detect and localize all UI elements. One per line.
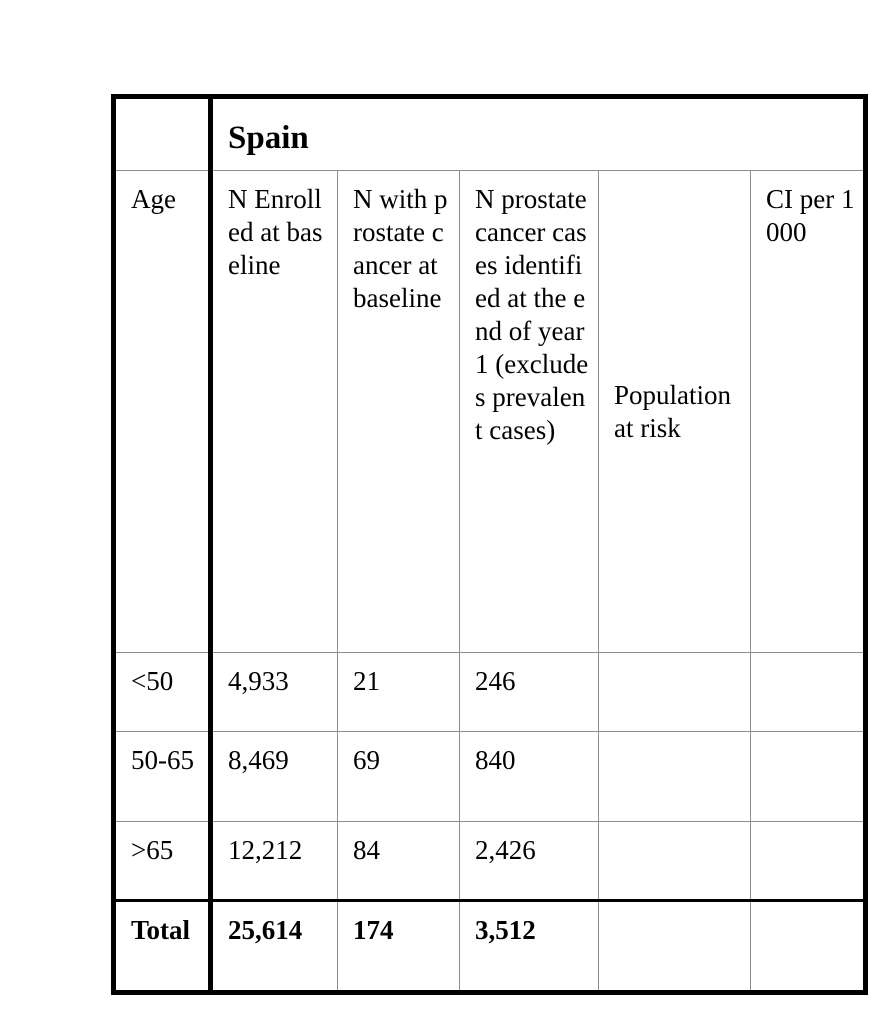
- prostate-cancer-table: [111, 94, 868, 995]
- header-age: Age: [114, 171, 211, 653]
- row-prostate-baseline: 84: [338, 822, 460, 901]
- table-row: [114, 822, 866, 901]
- header-cases-year1: N prostate cancer cases identified at the end of year 1 (excludes prevalent cases): [460, 171, 599, 653]
- total-enrolled: 25,614: [211, 901, 338, 993]
- row-age: <50: [114, 653, 211, 732]
- row-enrolled: 12,212: [211, 822, 338, 901]
- total-ci-per-1000: [751, 901, 866, 993]
- header-enrolled: N Enrolled at baseline: [211, 171, 338, 653]
- row-cases-year1: 840: [460, 732, 599, 822]
- row-ci-per-1000: [751, 822, 866, 901]
- header-population-at-risk: Population at risk: [599, 171, 751, 653]
- total-prostate-baseline: 174: [338, 901, 460, 993]
- total-population-at-risk: [599, 901, 751, 993]
- corner-cell: [114, 97, 211, 171]
- total-row: [114, 901, 866, 993]
- row-cases-year1: 246: [460, 653, 599, 732]
- row-population-at-risk: [599, 653, 751, 732]
- row-prostate-baseline: 69: [338, 732, 460, 822]
- row-prostate-baseline: 21: [338, 653, 460, 732]
- total-cases-year1: 3,512: [460, 901, 599, 993]
- country-header-row: [114, 97, 866, 171]
- row-enrolled: 4,933: [211, 653, 338, 732]
- column-header-row: [114, 171, 866, 653]
- total-label: Total: [114, 901, 211, 993]
- country-title: Spain: [211, 97, 866, 171]
- row-population-at-risk: [599, 822, 751, 901]
- header-prostate-baseline: N with prostate cancer at baseline: [338, 171, 460, 653]
- row-age: 50-65: [114, 732, 211, 822]
- header-ci-per-1000: CI per 1000: [751, 171, 866, 653]
- table-row: [114, 732, 866, 822]
- row-enrolled: 8,469: [211, 732, 338, 822]
- row-population-at-risk: [599, 732, 751, 822]
- row-age: >65: [114, 822, 211, 901]
- row-ci-per-1000: [751, 732, 866, 822]
- table-row: [114, 653, 866, 732]
- row-cases-year1: 2,426: [460, 822, 599, 901]
- row-ci-per-1000: [751, 653, 866, 732]
